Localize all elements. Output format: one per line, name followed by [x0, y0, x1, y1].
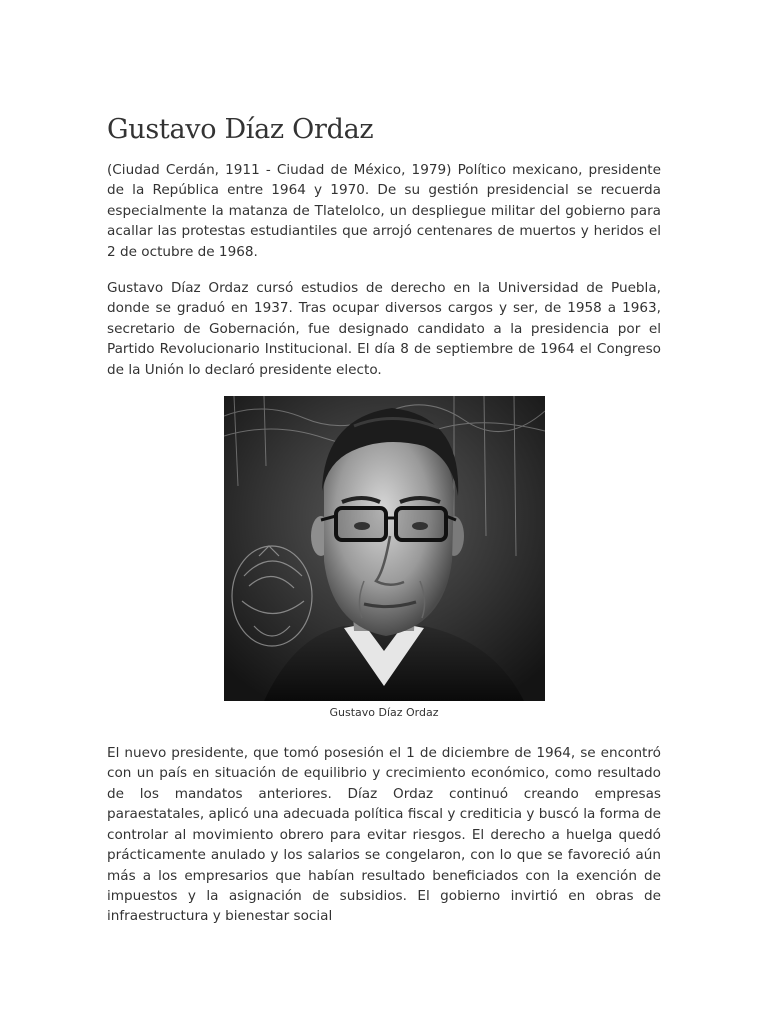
article-title: Gustavo Díaz Ordaz [107, 114, 374, 145]
portrait-photo [224, 396, 545, 701]
article-figure [107, 396, 661, 721]
article [107, 110, 661, 943]
article-paragraph: (Ciudad Cerdán, 1911 - Ciudad de México, 1979) Político mexicano, presidente de la República entre 1964 y 1970. De su gestión presidencial se recuerda especialmente la matanza de Tlatelolco, un despliegue militar del gobierno para acallar las protestas estudiantiles que arrojó centenares de muertos y heridos el 2 de octubre de 1968. [107, 162, 661, 260]
article-paragraph: Gustavo Díaz Ordaz cursó estudios de derecho en la Universidad de Puebla, donde se graduó en 1937. Tras ocupar diversos cargos y ser, de 1958 a 1963, secretario de Gobernación, fue designado candidato a la presidencia por el Partido Revolucionario Institucional. El día 8 de septiembre de 1964 el Congreso de la Unión lo declaró presidente electo. [107, 280, 661, 378]
article-paragraph: El nuevo presidente, que tomó posesión el 1 de diciembre de 1964, se encontró con un país en situación de equilibrio y crecimiento económico, como resultado de los mandatos anteriores. Díaz Ordaz continuó creando empresas paraestatales, aplicó una adecuada política fiscal y crediticia y buscó la forma de controlar al movimiento obrero para evitar riesgos. El derecho a huelga quedó prácticamente anulado y los salarios se congelaron, con lo que se favoreció aún más a los empresarios que habían resultado beneficiados con la exención de impuestos y la asignación de subsidios. El gobierno invirtió en obras de infraestructura y bienestar social [107, 745, 661, 925]
figure-caption: Gustavo Díaz Ordaz [329, 706, 439, 720]
